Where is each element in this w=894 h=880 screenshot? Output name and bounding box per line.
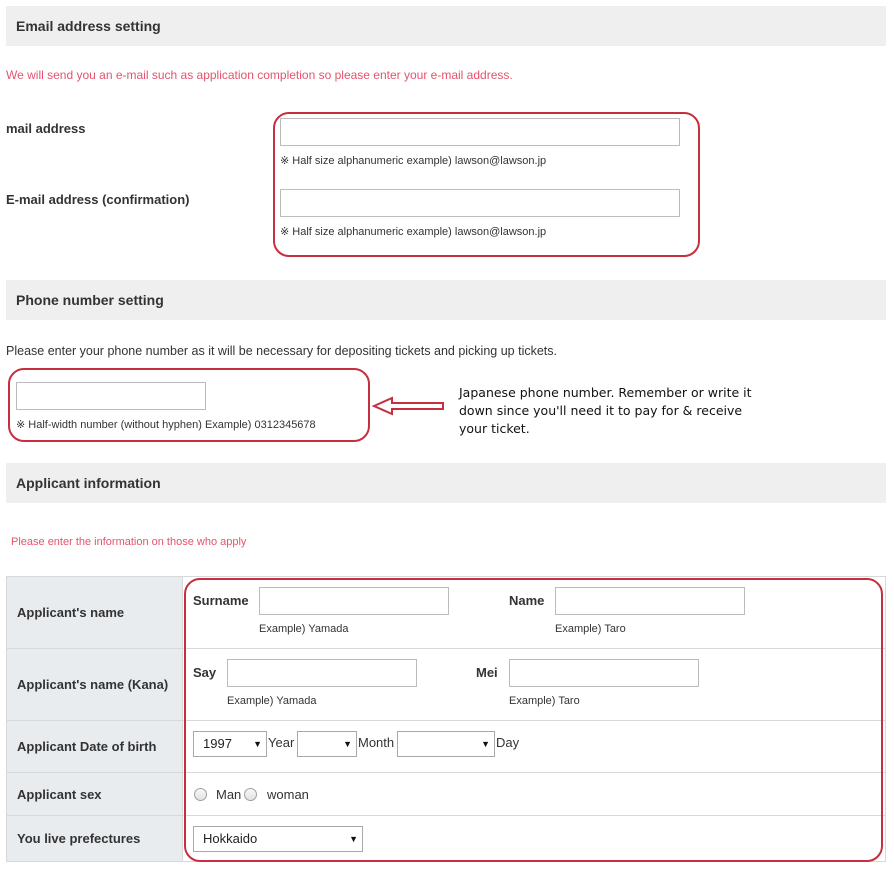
given-name-input[interactable]	[555, 587, 745, 615]
phone-number-hint: ※ Half-width number (without hyphen) Example) 0312345678	[16, 419, 316, 431]
applicant-kana-row	[7, 649, 885, 721]
surname-example: Example) Yamada	[259, 623, 349, 635]
applicant-prefecture-row	[7, 816, 885, 861]
mail-address-input[interactable]	[280, 118, 680, 146]
surname-label: Surname	[193, 593, 249, 608]
applicant-section-header: Applicant information	[6, 463, 886, 503]
year-label: Year	[268, 735, 295, 750]
birth-month-select[interactable]	[297, 731, 357, 757]
mail-confirm-label: E-mail address (confirmation)	[6, 192, 190, 207]
kana-surname-input[interactable]	[227, 659, 417, 687]
phone-section-header: Phone number setting	[6, 280, 886, 320]
applicant-prefecture-cell	[183, 816, 885, 861]
given-name-label: Name	[509, 593, 545, 608]
caret-down-icon: ▼	[253, 739, 262, 749]
kana-surname-label: Say	[193, 665, 217, 680]
caret-down-icon: ▼	[349, 834, 358, 844]
applicant-sex-row	[7, 773, 885, 816]
sex-woman-radio[interactable]	[244, 788, 257, 801]
kana-given-input[interactable]	[509, 659, 699, 687]
sex-woman-label: woman	[267, 787, 309, 802]
email-section-header: Email address setting	[6, 6, 886, 46]
applicant-sex-cell	[183, 773, 885, 815]
sex-man-radio[interactable]	[194, 788, 207, 801]
kana-given-example: Example) Taro	[509, 695, 580, 707]
left-arrow-icon	[372, 396, 446, 416]
applicant-kana-label: Applicant's name (Kana)	[7, 649, 183, 720]
mail-confirm-hint: ※ Half size alphanumeric example) lawson@lawson.jp	[280, 226, 547, 238]
day-label: Day	[496, 735, 520, 750]
mail-address-hint: ※ Half size alphanumeric example) lawson@lawson.jp	[280, 155, 547, 167]
surname-input[interactable]	[259, 587, 449, 615]
applicant-name-label: Applicant's name	[7, 577, 183, 648]
kana-surname-example: Example) Yamada	[227, 695, 317, 707]
caret-down-icon: ▼	[481, 739, 490, 749]
applicant-notice: Please enter the information on those who apply	[11, 536, 247, 548]
applicant-form-table	[6, 576, 886, 862]
birth-year-value: 1997	[203, 736, 232, 751]
given-name-example: Example) Taro	[555, 623, 626, 635]
birth-day-select[interactable]	[397, 731, 495, 757]
email-notice: We will send you an e-mail such as application completion so please enter your e-mail address.	[6, 68, 513, 82]
applicant-dob-row	[7, 721, 885, 773]
prefecture-select[interactable]	[193, 826, 363, 852]
applicant-dob-cell	[183, 721, 885, 772]
phone-description: Please enter your phone number as it will be necessary for depositing tickets and picking up tickets.	[6, 344, 557, 358]
prefecture-value: Hokkaido	[203, 831, 258, 846]
applicant-prefecture-label: You live prefectures	[7, 816, 183, 861]
applicant-name-row	[7, 577, 885, 649]
caret-down-icon: ▼	[343, 739, 352, 749]
mail-address-label: mail address	[6, 121, 86, 136]
applicant-kana-cell	[183, 649, 885, 720]
applicant-name-cell	[183, 577, 885, 648]
phone-annotation: Japanese phone number. Remember or write it down since you'll need it to pay for & receive your ticket.	[459, 385, 752, 436]
sex-man-label: Man	[216, 787, 242, 802]
month-label: Month	[358, 735, 395, 750]
phone-number-input[interactable]	[16, 382, 206, 410]
birth-year-select[interactable]	[193, 731, 267, 757]
applicant-dob-label: Applicant Date of birth	[7, 721, 183, 772]
applicant-sex-label: Applicant sex	[7, 773, 183, 815]
mail-confirm-input[interactable]	[280, 189, 680, 217]
kana-given-label: Mei	[476, 665, 498, 680]
